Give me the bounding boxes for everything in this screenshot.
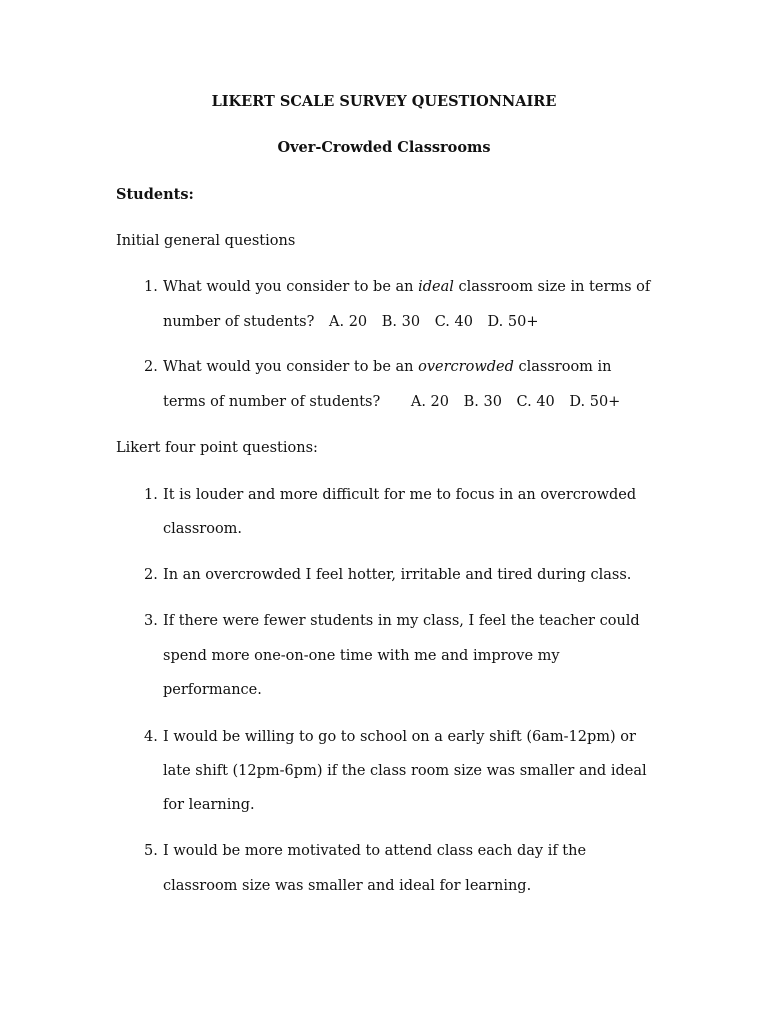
question-line: classroom. [163,521,243,537]
question-line: for learning. [163,797,255,813]
answer-option: B. 30 [463,394,502,410]
answer-option: C. 40 [434,314,473,330]
question-text [163,277,650,297]
question-emphasis: overcrowded [418,359,514,375]
question-line: performance. [163,682,262,698]
answer-option: A. 20 [329,314,368,330]
document-subtitle: Over-Crowded Classrooms [277,139,491,156]
question-line: It is louder and more difficult for me to focus in an overcrowded [163,487,637,503]
likert-questions-heading: Likert four point questions: [116,440,318,456]
question-text-part: classroom in [513,359,612,375]
question-number: 2. [144,359,158,375]
question-number: 5. [144,843,158,859]
question-line: I would be willing to go to school on a early shift (6am-12pm) or [163,729,636,745]
question-text-part: What would you consider to be an [163,279,419,295]
document-title: LIKERT SCALE SURVEY QUESTIONNAIRE [211,93,557,110]
question-number: 2. [144,567,158,583]
question-text-part: What would you consider to be an [163,359,419,375]
audience-label: Students: [116,186,194,203]
question-emphasis: ideal [418,279,454,295]
question-line: classroom size was smaller and ideal for learning. [163,878,532,894]
question-text-part: terms of number of students? [163,394,381,410]
question-number: 3. [144,613,158,629]
question-line: late shift (12pm-6pm) if the class room size was smaller and ideal [163,763,647,779]
answer-option: C. 40 [516,394,555,410]
answer-option: B. 30 [381,314,421,330]
question-text [163,357,612,377]
question-number: 1. [144,487,158,503]
question-line: I would be more motivated to attend class each day if the [163,843,587,859]
answer-option: D. 50+ [487,314,539,330]
question-number: 4. [144,729,158,745]
answer-option: A. 20 [410,394,449,410]
question-line: spend more one-on-one time with me and improve my [163,648,560,664]
question-text-part: number of students? [163,314,315,330]
question-text-continued [163,392,620,412]
question-line: If there were fewer students in my class, I feel the teacher could [163,613,640,629]
question-number: 1. [144,279,158,295]
question-line: In an overcrowded I feel hotter, irritable and tired during class. [163,567,632,583]
answer-option: D. 50+ [569,394,621,410]
initial-questions-heading: Initial general questions [116,233,296,249]
question-text-continued [163,312,538,332]
question-text-part: classroom size in terms of [453,279,651,295]
